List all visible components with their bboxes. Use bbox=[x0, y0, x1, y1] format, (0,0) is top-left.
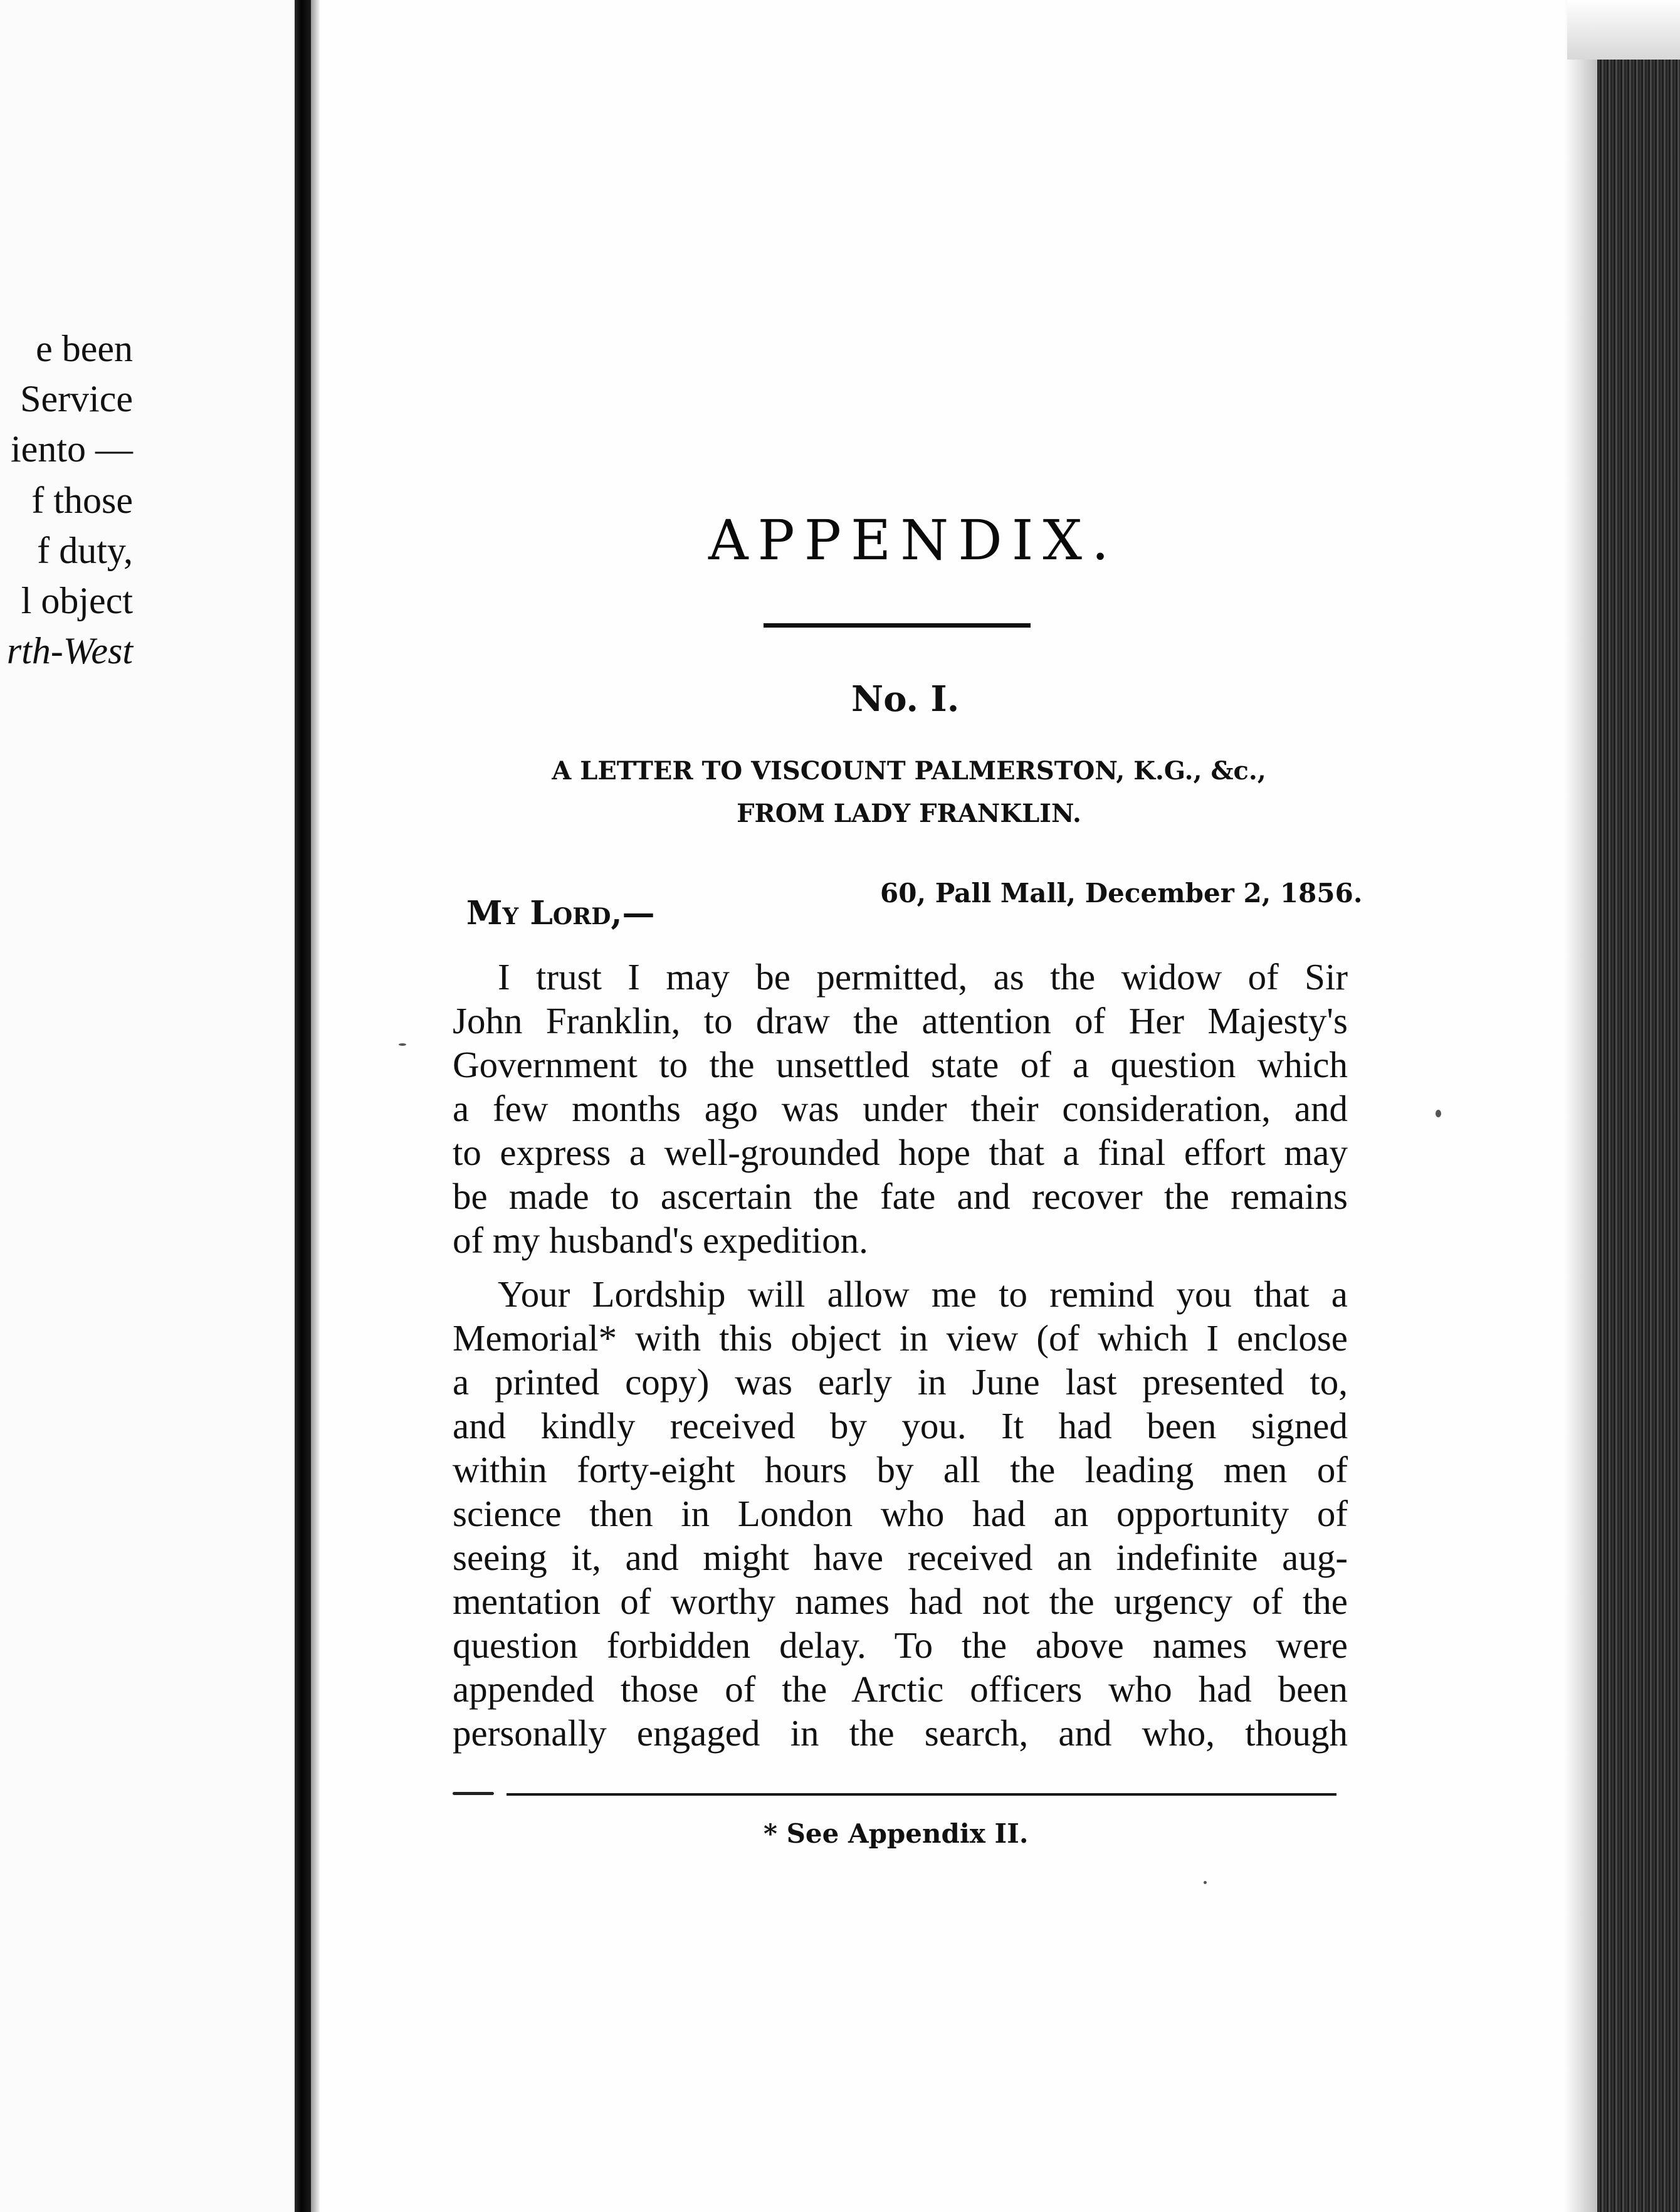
facing-page-line: iento — bbox=[11, 428, 133, 470]
body-line: be made to ascertain the fate and recover the remains bbox=[453, 1176, 1348, 1217]
salutation: My Lord,— bbox=[466, 894, 655, 932]
page-edge-shadow bbox=[1564, 0, 1599, 2212]
body-line: personally engaged in the search, and who, though bbox=[453, 1712, 1348, 1754]
facing-page bbox=[0, 0, 295, 2212]
body-line: appended those of the Arctic officers who had been bbox=[453, 1668, 1348, 1710]
appendix-title: APPENDIX. bbox=[708, 508, 1119, 572]
body-line: a few months ago was under their consideration, and bbox=[453, 1088, 1348, 1129]
letter-heading bbox=[407, 750, 1410, 835]
book-page-edges bbox=[1597, 50, 1680, 2212]
body-line: question forbidden delay. To the above names were bbox=[453, 1625, 1348, 1666]
book-gutter-shadow bbox=[295, 0, 311, 2212]
facing-page-line: l object bbox=[21, 580, 133, 621]
facing-page-line: Service bbox=[20, 378, 133, 419]
body-line: and kindly received by you. It had been signed bbox=[453, 1405, 1348, 1446]
body-line: Your Lordship will allow me to remind you that a bbox=[498, 1273, 1348, 1315]
body-line: to express a well-grounded hope that a final effort may bbox=[453, 1132, 1348, 1173]
print-speck bbox=[399, 1043, 406, 1046]
body-line: I trust I may be permitted, as the widow of Sir bbox=[498, 956, 1348, 998]
print-speck bbox=[1204, 1881, 1207, 1884]
book-page-edges-top bbox=[1567, 0, 1680, 60]
letter-heading-line: A LETTER TO VISCOUNT PALMERSTON, K.G., &c., bbox=[552, 756, 1266, 786]
dateline: 60, Pall Mall, December 2, 1856. bbox=[880, 878, 1363, 908]
letter-heading-line: FROM LADY FRANKLIN. bbox=[737, 799, 1081, 828]
facing-page-line: f duty, bbox=[37, 530, 133, 571]
body-line: within forty-eight hours by all the leading men of bbox=[453, 1449, 1348, 1490]
facing-page-line: rth-West bbox=[6, 630, 133, 672]
section-number: No. I. bbox=[851, 678, 960, 720]
print-speck bbox=[1436, 1110, 1441, 1117]
footnote-rule bbox=[507, 1793, 1336, 1796]
body-line: of my husband's expedition. bbox=[453, 1219, 868, 1261]
footnote: * See Appendix II. bbox=[764, 1818, 1029, 1849]
body-line: Memorial* with this object in view (of which I enclose bbox=[453, 1317, 1348, 1359]
body-line: science then in London who had an opportunity of bbox=[453, 1493, 1348, 1534]
facing-page-line: f those bbox=[31, 480, 133, 521]
body-line: mentation of worthy names had not the urgency of the bbox=[453, 1581, 1348, 1622]
body-line: seeing it, and might have received an indefinite aug- bbox=[453, 1537, 1348, 1578]
book-gutter-highlight bbox=[311, 0, 320, 2212]
title-rule bbox=[764, 623, 1031, 628]
body-line: John Franklin, to draw the attention of Her Majesty's bbox=[453, 1000, 1348, 1041]
body-line: Government to the unsettled state of a question which bbox=[453, 1044, 1348, 1085]
body-line: a printed copy) was early in June last presented to, bbox=[453, 1361, 1348, 1403]
footnote-rule-flourish bbox=[453, 1792, 494, 1795]
facing-page-line: e been bbox=[36, 328, 133, 369]
